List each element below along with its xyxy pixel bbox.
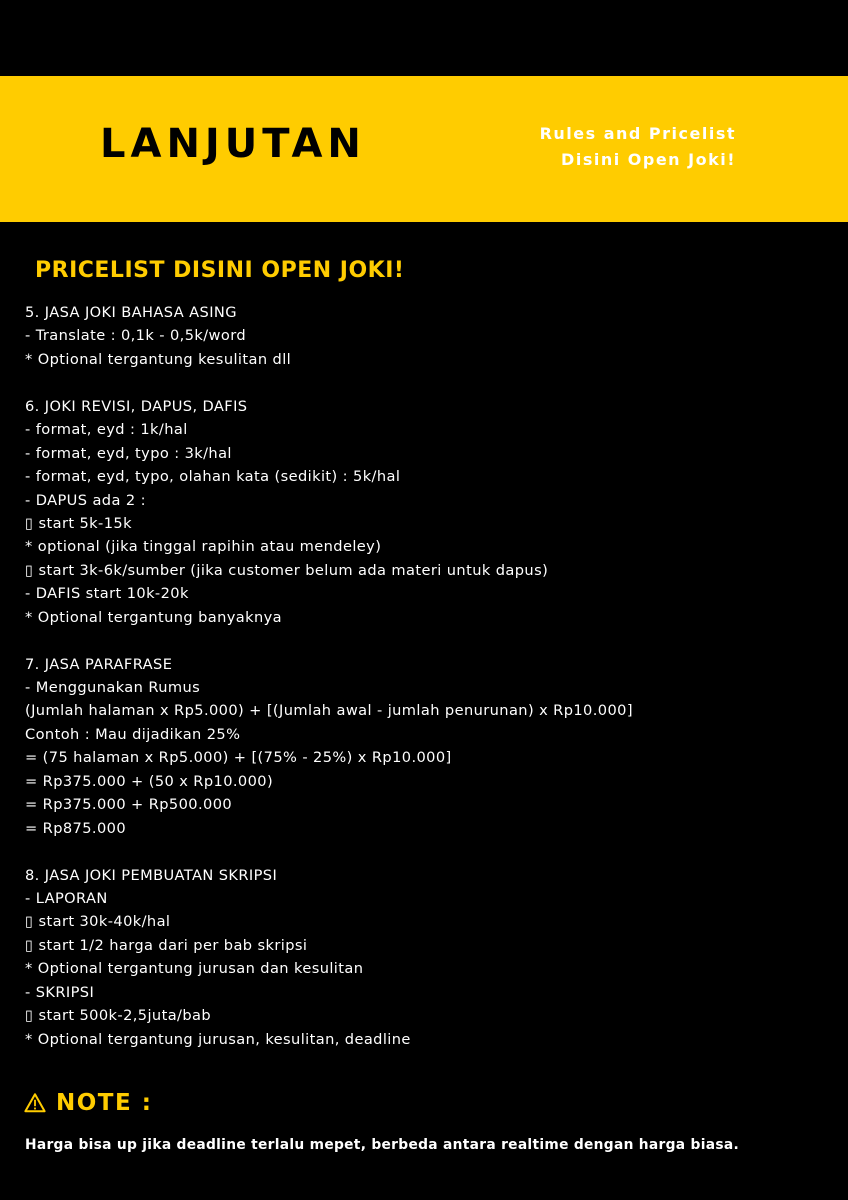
warning-icon (24, 1092, 46, 1114)
text-line: - SKRIPSI (25, 983, 95, 1001)
text-line: - LAPORAN (25, 889, 108, 907)
text-line: * optional (jika tinggal rapihin atau mendeley) (25, 538, 382, 556)
pricelist-body (25, 301, 825, 1051)
text-line: * Optional tergantung kesulitan dll (25, 350, 292, 368)
text-line: - format, eyd, typo, olahan kata (sedikit) : 5k/hal (25, 468, 401, 486)
text-line: (Jumlah halaman x Rp5.000) + [(Jumlah awal - jumlah penurunan) x Rp10.000] (25, 702, 633, 720)
text-line: = (75 halaman x Rp5.000) + [(75% - 25%) x Rp10.000] (25, 749, 452, 767)
text-line: - format, eyd, typo : 3k/hal (25, 444, 232, 462)
banner-tagline (540, 121, 736, 173)
text-line: 8. JASA JOKI PEMBUATAN SKRIPSI (25, 866, 278, 884)
text-line: ▯ start 500k-2,5juta/bab (25, 1007, 212, 1025)
text-line: * Optional tergantung banyaknya (25, 608, 283, 626)
blank-line (25, 840, 825, 863)
note-text: Harga bisa up jika deadline terlalu mepet, berbeda antara realtime dengan harga biasa. (25, 1137, 739, 1153)
text-line: = Rp875.000 (25, 819, 127, 837)
blank-line (25, 629, 825, 652)
text-line: ▯ start 5k-15k (25, 514, 132, 532)
header-banner (0, 76, 848, 222)
banner-title: LANJUTAN (100, 121, 366, 167)
text-line: Contoh : Mau dijadikan 25% (25, 725, 241, 743)
text-line: - Menggunakan Rumus (25, 679, 201, 696)
note-title: NOTE : (56, 1090, 153, 1116)
banner-tagline-line-2: Disini Open Joki! (561, 150, 736, 169)
text-line: ▯ start 1/2 harga dari per bab skripsi (25, 936, 308, 954)
blank-line (25, 371, 825, 394)
text-line: 5. JASA JOKI BAHASA ASING (25, 304, 237, 321)
text-line: - Translate : 0,1k - 0,5k/word (25, 327, 247, 345)
banner-tagline-line-1: Rules and Pricelist (539, 124, 736, 143)
section-title: PRICELIST DISINI OPEN JOKI! (35, 258, 405, 283)
text-line: ▯ start 30k-40k/hal (25, 913, 171, 931)
text-line: = Rp375.000 + (50 x Rp10.000) (25, 772, 274, 790)
text-line: 7. JASA PARAFRASE (25, 655, 173, 673)
text-line: - format, eyd : 1k/hal (25, 421, 188, 439)
note-heading (24, 1086, 152, 1120)
text-line: ▯ start 3k-6k/sumber (jika customer belum ada materi untuk dapus) (25, 561, 549, 579)
text-line: * Optional tergantung jurusan, kesulitan, deadline (25, 1030, 411, 1048)
text-line: - DAFIS start 10k-20k (25, 585, 189, 603)
text-line: - DAPUS ada 2 : (25, 491, 146, 509)
text-line: * Optional tergantung jurusan dan kesulitan (25, 960, 364, 978)
text-line: = Rp375.000 + Rp500.000 (25, 796, 233, 814)
text-line: 6. JOKI REVISI, DAPUS, DAFIS (25, 397, 248, 415)
